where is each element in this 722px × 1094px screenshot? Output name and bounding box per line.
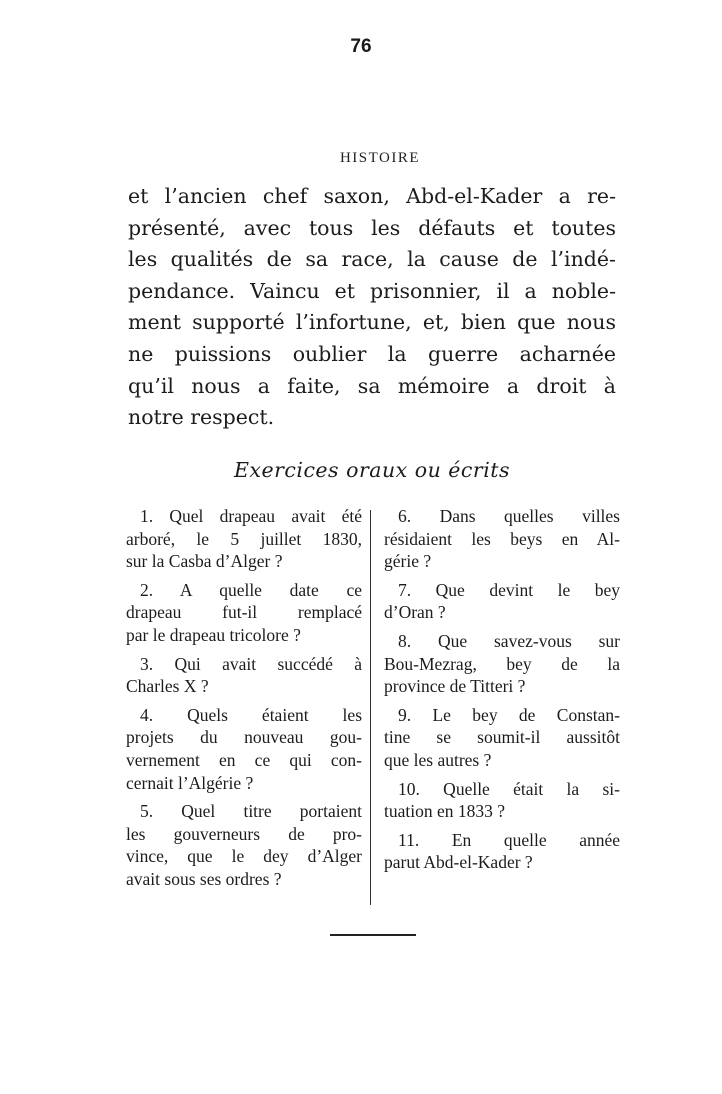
question-line: 6. Dans quelles villes bbox=[398, 506, 620, 526]
question-line: avait sous ses ordres ? bbox=[126, 868, 282, 889]
questions-right-column bbox=[384, 505, 620, 880]
running-head: HISTOIRE bbox=[339, 150, 421, 166]
body-line: et l’ancien chef saxon, Abd-el-Kader a re- bbox=[128, 184, 616, 208]
body-line: ne puissions oublier la guerre acharnée bbox=[128, 341, 616, 366]
question-line: par le drapeau tricolore ? bbox=[126, 624, 301, 645]
exercise-question bbox=[126, 653, 362, 698]
body-line: ment supporté l’infortune, et, bien que nous bbox=[128, 310, 616, 335]
question-line: 5. Quel titre portaient bbox=[140, 801, 362, 822]
question-line: 2. A quelle date ce bbox=[140, 579, 362, 600]
end-rule bbox=[330, 934, 416, 936]
question-line: drapeau fut-il remplacé bbox=[126, 602, 362, 623]
question-line: que les autres ? bbox=[384, 749, 492, 770]
question-line: vince, que le dey d’Alger bbox=[126, 846, 362, 867]
exercise-question bbox=[384, 505, 620, 573]
exercise-question bbox=[384, 829, 620, 874]
exercise-question bbox=[384, 704, 620, 772]
body-line: qu’il nous a faite, sa mémoire a droit à bbox=[128, 373, 616, 398]
exercises-heading: Exercices oraux ou écrits bbox=[233, 458, 511, 482]
body-line: les qualités de sa race, la cause de l’indé- bbox=[128, 247, 616, 272]
body-line: présenté, avec tous les défauts et toutes bbox=[128, 215, 616, 240]
question-line: tuation en 1833 ? bbox=[384, 801, 506, 822]
question-line: projets du nouveau gou- bbox=[126, 727, 362, 748]
question-line: parut Abd-el-Kader ? bbox=[384, 852, 533, 873]
question-line: Bou-Mezrag, bey de la bbox=[384, 653, 620, 674]
question-line: les gouverneurs de pro- bbox=[126, 823, 362, 844]
exercise-question bbox=[384, 579, 620, 624]
questions-left-column bbox=[126, 505, 362, 897]
question-line: arboré, le 5 juillet 1830, bbox=[126, 528, 362, 549]
body-paragraph bbox=[128, 181, 616, 434]
question-line: Charles X ? bbox=[126, 676, 209, 697]
column-divider bbox=[370, 510, 371, 905]
body-line: notre respect. bbox=[128, 405, 275, 430]
question-line: d’Oran ? bbox=[384, 602, 446, 623]
exercise-question bbox=[126, 505, 362, 573]
body-line: pendance. Vaincu et prisonnier, il a noble- bbox=[128, 278, 616, 303]
question-line: gérie ? bbox=[384, 551, 432, 572]
question-line: 1. Quel drapeau avait été bbox=[140, 506, 362, 526]
question-line: 3. Qui avait succédé à bbox=[140, 653, 362, 674]
question-line: 8. Que savez-vous sur bbox=[398, 630, 620, 651]
question-line: 9. Le bey de Constan- bbox=[398, 704, 620, 725]
exercise-question bbox=[384, 630, 620, 698]
question-line: tine se soumit-il aussitôt bbox=[384, 727, 620, 748]
question-line: 7. Que devint le bey bbox=[398, 579, 620, 600]
question-line: vernement en ce qui con- bbox=[126, 749, 362, 770]
question-line: résidaient les beys en Al- bbox=[384, 528, 620, 549]
question-line: province de Titteri ? bbox=[384, 676, 526, 697]
question-line: sur la Casba d’Alger ? bbox=[126, 551, 283, 572]
question-line: 10. Quelle était la si- bbox=[398, 778, 620, 799]
exercise-question bbox=[126, 579, 362, 647]
question-line: 11. En quelle année bbox=[398, 829, 620, 850]
exercise-question bbox=[126, 800, 362, 890]
question-line: cernait l’Algérie ? bbox=[126, 772, 254, 793]
exercise-question bbox=[126, 704, 362, 794]
question-line: 4. Quels étaient les bbox=[140, 704, 362, 725]
exercise-question bbox=[384, 778, 620, 823]
page-number: 76 bbox=[350, 36, 372, 57]
